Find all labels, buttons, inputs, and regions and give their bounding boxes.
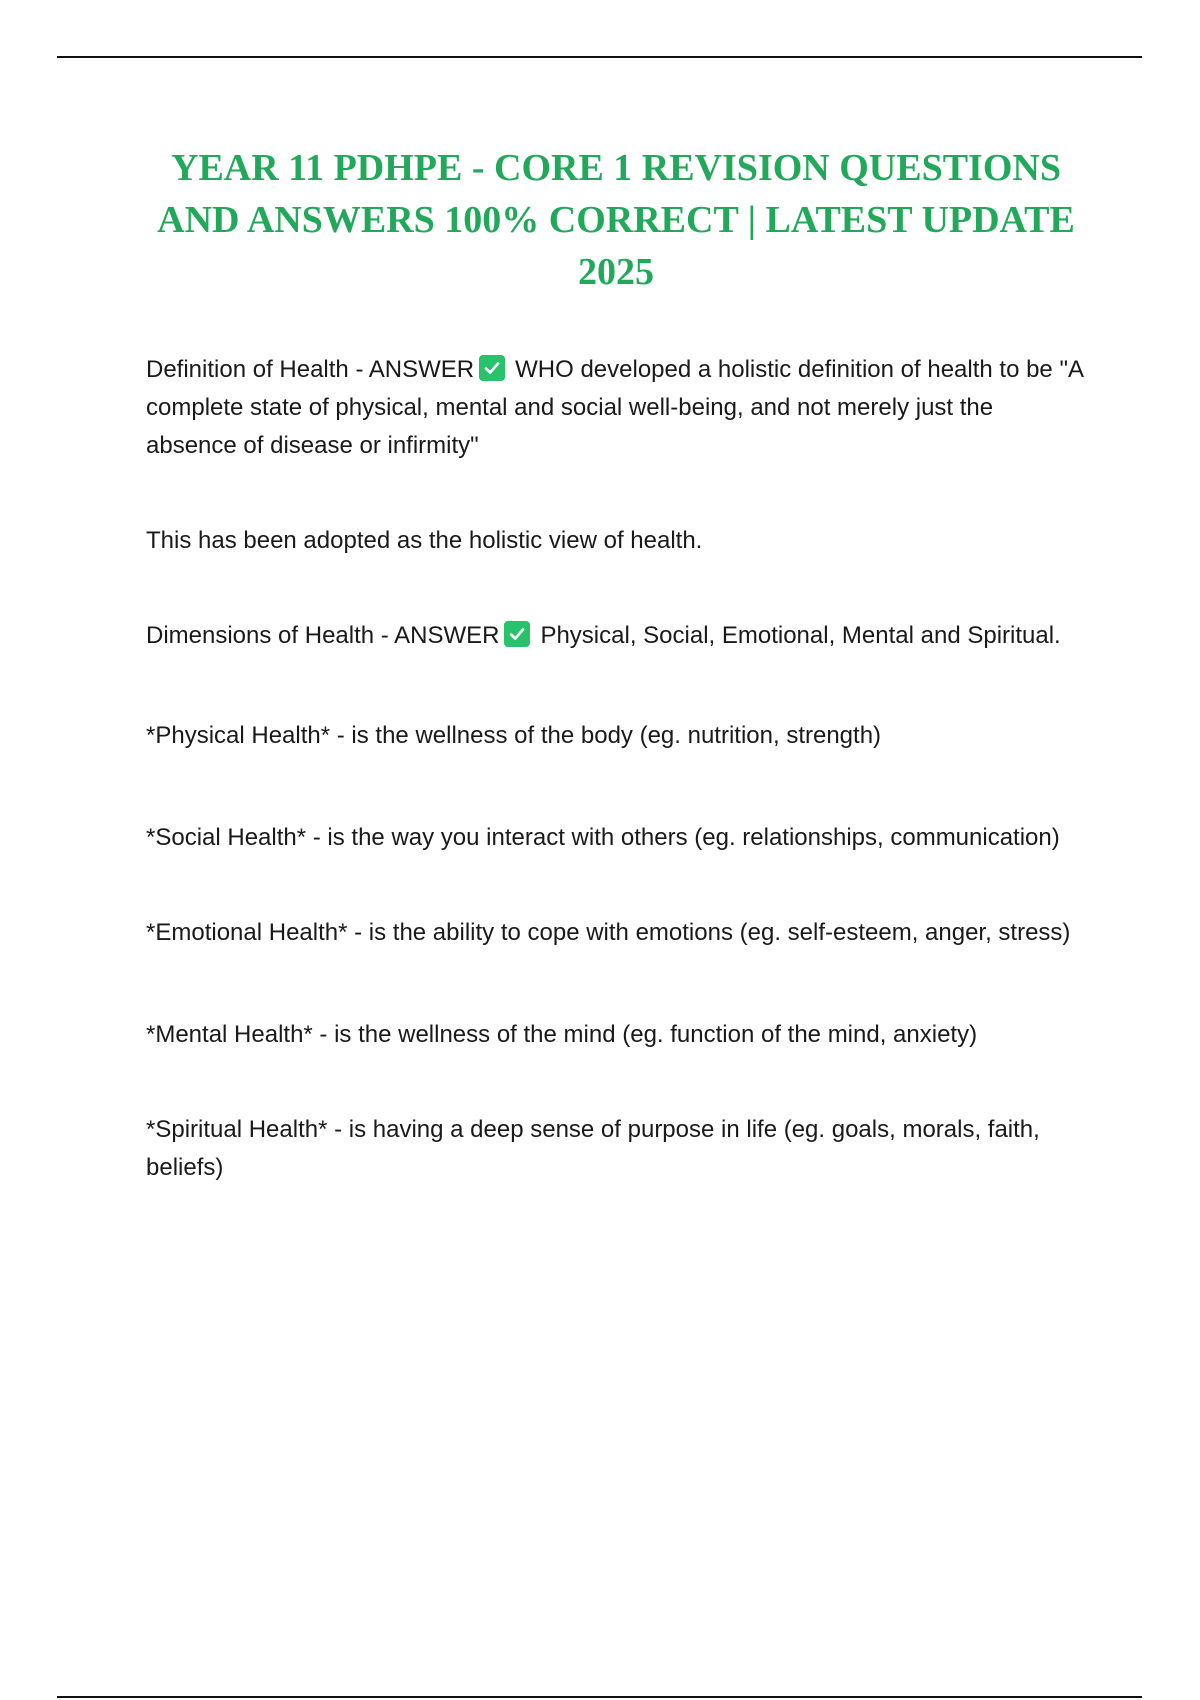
social-health-note: *Social Health* - is the way you interact with others (eg. relationships, communication)	[146, 824, 1060, 851]
document-body	[146, 351, 1086, 1187]
check-mark-icon	[504, 621, 530, 647]
page-title: YEAR 11 PDHPE - CORE 1 REVISION QUESTIONS AND ANSWERS 100% CORRECT | LATEST UPDATE 2025	[157, 147, 1075, 293]
question-label: Dimensions of Health - ANSWER	[146, 622, 500, 649]
answer-text: Physical, Social, Emotional, Mental and Spiritual.	[540, 622, 1061, 649]
spiritual-health-note: *Spiritual Health* - is having a deep sense of purpose in life (eg. goals, morals, faith, beliefs)	[146, 1116, 1040, 1181]
question-label: Definition of Health - ANSWER	[146, 356, 475, 383]
answer-text: WHO developed a holistic definition of health to be "A complete state of physical, mental and social well-being, and not merely just the absence of disease or infirmity"	[146, 356, 1083, 459]
holistic-note: This has been adopted as the holistic view of health.	[146, 527, 703, 554]
qa-dimensions-of-health	[146, 617, 1086, 655]
top-divider	[57, 56, 1142, 58]
check-mark-icon	[479, 355, 505, 381]
physical-health-note: *Physical Health* - is the wellness of the body (eg. nutrition, strength)	[146, 722, 882, 749]
bottom-divider	[57, 1696, 1142, 1698]
mental-health-note: *Mental Health* - is the wellness of the mind (eg. function of the mind, anxiety)	[146, 1021, 978, 1048]
emotional-health-note: *Emotional Health* - is the ability to cope with emotions (eg. self-esteem, anger, stress)	[146, 919, 1071, 946]
qa-definition-of-health	[146, 351, 1086, 465]
